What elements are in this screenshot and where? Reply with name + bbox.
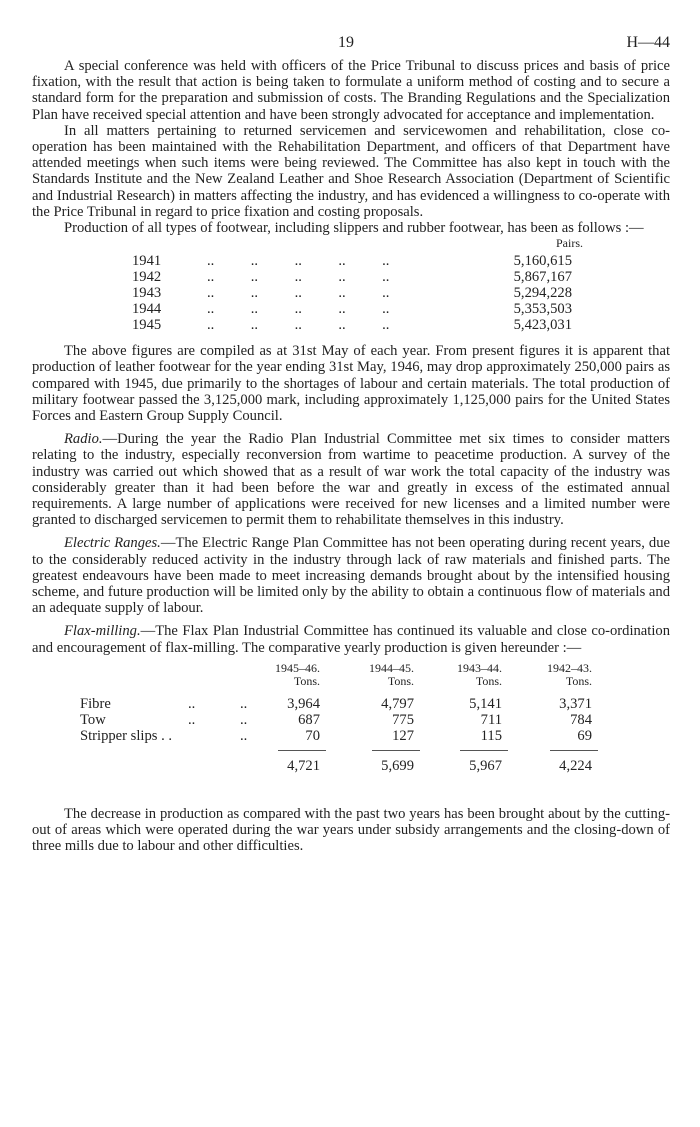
- flax-column-header: [250, 662, 320, 688]
- flax-column-year: 1943–44.: [457, 660, 502, 675]
- document-reference: H—44: [626, 34, 670, 51]
- flax-totals-row: [80, 758, 640, 774]
- ranges-body: —The Electric Range Plan Committee has not been operating during recent years, due to the considerably reduced activity in the industry through lack of raw materials and finished parts. The greatest endeavours have been made to meet increasing demands brought about by the intensified housing scheme, and future production will be limited only by the ability to obtain a continuous flow of materials and an adequate supply of labour.: [32, 535, 670, 617]
- footwear-year: 1945: [132, 317, 162, 334]
- flax-cell: 687: [298, 711, 320, 728]
- footwear-row: [132, 301, 572, 317]
- footwear-table: [32, 236, 670, 336]
- flax-cell: 4,797: [381, 695, 414, 712]
- flax-total: 4,721: [287, 757, 320, 774]
- footwear-pairs: 5,160,615: [513, 253, 572, 270]
- footwear-pairs: 5,867,167: [513, 269, 572, 286]
- paragraph-rehabilitation: In all matters pertaining to returned servicemen and servicewomen and rehabilitation, close co-operation has been maintained with the Rehabilitation Department, and officers of that Department have attended meetings when such items were being reviewed. The Committee has also kept in touch with the Standards Institute and the New Zealand Leather and Shoe Research Association (Department of Scientific and Industrial Research) in matters affecting the industry, and has evidenced a willingness to co-operate with the Price Tribunal in regard to price fixation and costing proposals.: [32, 122, 670, 220]
- paragraph-radio: [32, 431, 670, 528]
- total-rule: [550, 750, 598, 751]
- footwear-pairs: 5,423,031: [513, 317, 572, 334]
- total-rule: [460, 750, 508, 751]
- footwear-unit-header: Pairs.: [556, 236, 583, 251]
- flax-body: —The Flax Plan Industrial Committee has continued its valuable and close co-ordination and encouragement of flax-milling. The comparative yearly production is given hereunder :—: [32, 623, 670, 656]
- radio-heading: Radio.: [64, 431, 103, 448]
- document-page: [32, 34, 670, 855]
- total-rule: [372, 750, 420, 751]
- footwear-row: [132, 253, 572, 269]
- footwear-pairs: 5,294,228: [513, 285, 572, 302]
- flax-row: [80, 728, 640, 744]
- flax-column-header: [432, 662, 502, 688]
- flax-total: 5,699: [381, 757, 414, 774]
- paragraph-electric-ranges: [32, 535, 670, 616]
- footwear-year: 1942: [132, 269, 162, 286]
- dot-leader: .. .. .. .. ..: [207, 253, 390, 270]
- dot-leader: ..: [240, 695, 248, 712]
- dot-leader: .. .. .. .. ..: [207, 317, 390, 334]
- flax-total: 5,967: [469, 757, 502, 774]
- flax-cell: 5,141: [469, 695, 502, 712]
- flax-column-header: [344, 662, 414, 688]
- flax-total: 4,224: [559, 757, 592, 774]
- flax-cell: 784: [570, 711, 592, 728]
- dot-leader: ..: [188, 695, 196, 712]
- dot-leader: ..: [240, 727, 248, 744]
- paragraph-flax-decrease: The decrease in production as compared with the past two years has been brought about by the cutting-out of areas which were operated during the war years under subsidy arrangements and the closing-down of three mills due to labour and other difficulties.: [32, 805, 670, 855]
- footwear-row: [132, 285, 572, 301]
- flax-cell: 127: [392, 727, 414, 744]
- ranges-heading: Electric Ranges.: [64, 535, 161, 552]
- page-header: [32, 34, 670, 58]
- flax-cell: 711: [480, 711, 502, 728]
- flax-row-label: Tow: [80, 711, 106, 728]
- flax-column-header: [522, 662, 592, 688]
- flax-row: [80, 696, 640, 712]
- paragraph-footwear-intro: Production of all types of footwear, including slippers and rubber footwear, has been as follows :—: [64, 220, 644, 237]
- flax-table: [32, 656, 670, 806]
- paragraph-flax-milling: [32, 623, 670, 655]
- flax-column-unit: Tons.: [565, 673, 592, 688]
- dot-leader: .. .. .. .. ..: [207, 301, 390, 318]
- paragraph-footwear-notes: The above figures are compiled as at 31st May of each year. From present figures it is apparent that production of leather footwear for the year ending 31st May, 1946, may drop approximately 250,000 pairs as compared with 1945, due primarily to the shortages of labour and certain materials. The total production of military footwear passed the 3,125,000 mark, including approximately 1,125,000 pairs for the United States Forces and Eastern Group Supply Council.: [32, 343, 670, 425]
- flax-column-unit: Tons.: [475, 673, 502, 688]
- page-number: 19: [338, 34, 354, 51]
- flax-cell: 775: [392, 711, 414, 728]
- flax-cell: 70: [305, 727, 320, 744]
- footwear-year: 1944: [132, 301, 162, 318]
- flax-row: [80, 712, 640, 728]
- total-rule: [278, 750, 326, 751]
- flax-row-label: Stripper slips . .: [80, 727, 173, 744]
- footwear-row: [132, 317, 572, 333]
- flax-column-year: 1944–45.: [369, 660, 414, 675]
- flax-row-label: Fibre: [80, 695, 111, 712]
- flax-cell: 3,371: [559, 695, 592, 712]
- dot-leader: .. .. .. .. ..: [207, 269, 390, 286]
- flax-column-unit: Tons.: [387, 673, 414, 688]
- flax-cell: 69: [577, 727, 592, 744]
- paragraph-price-tribunal: A special conference was held with officers of the Price Tribunal to discuss prices and basis of price fixation, with the result that action is being taken to formulate a uniform method of costing and to secure a standard form for the preparation and submission of costs. The Branding Regulations and the Specialization Plan have received special attention and have been strongly advocated for acceptance and implementation.: [32, 58, 670, 123]
- flax-cell: 3,964: [287, 695, 320, 712]
- dot-leader: ..: [188, 711, 196, 728]
- flax-column-unit: Tons.: [293, 673, 320, 688]
- radio-body: —During the year the Radio Plan Industrial Committee met six times to consider matters relating to the industry, especially reconversion from wartime to peacetime production. A survey of the industry was carried out which showed that as a result of war work the total capacity of the industry was considerably greater than it had been before the war and greatly in excess of the estimated annual requirements. A large number of applications were received for new licenses and a limited number were granted to discharged servicemen to permit them to rehabilitate themselves in this industry.: [32, 431, 670, 529]
- footwear-row: [132, 269, 572, 285]
- flax-column-year: 1945–46.: [275, 660, 320, 675]
- footwear-year: 1941: [132, 253, 162, 270]
- flax-cell: 115: [480, 727, 502, 744]
- footwear-pairs: 5,353,503: [513, 301, 572, 318]
- footwear-year: 1943: [132, 285, 162, 302]
- flax-column-year: 1942–43.: [547, 660, 592, 675]
- dot-leader: ..: [240, 711, 248, 728]
- dot-leader: .. .. .. .. ..: [207, 285, 390, 302]
- flax-heading: Flax-milling.: [64, 623, 141, 640]
